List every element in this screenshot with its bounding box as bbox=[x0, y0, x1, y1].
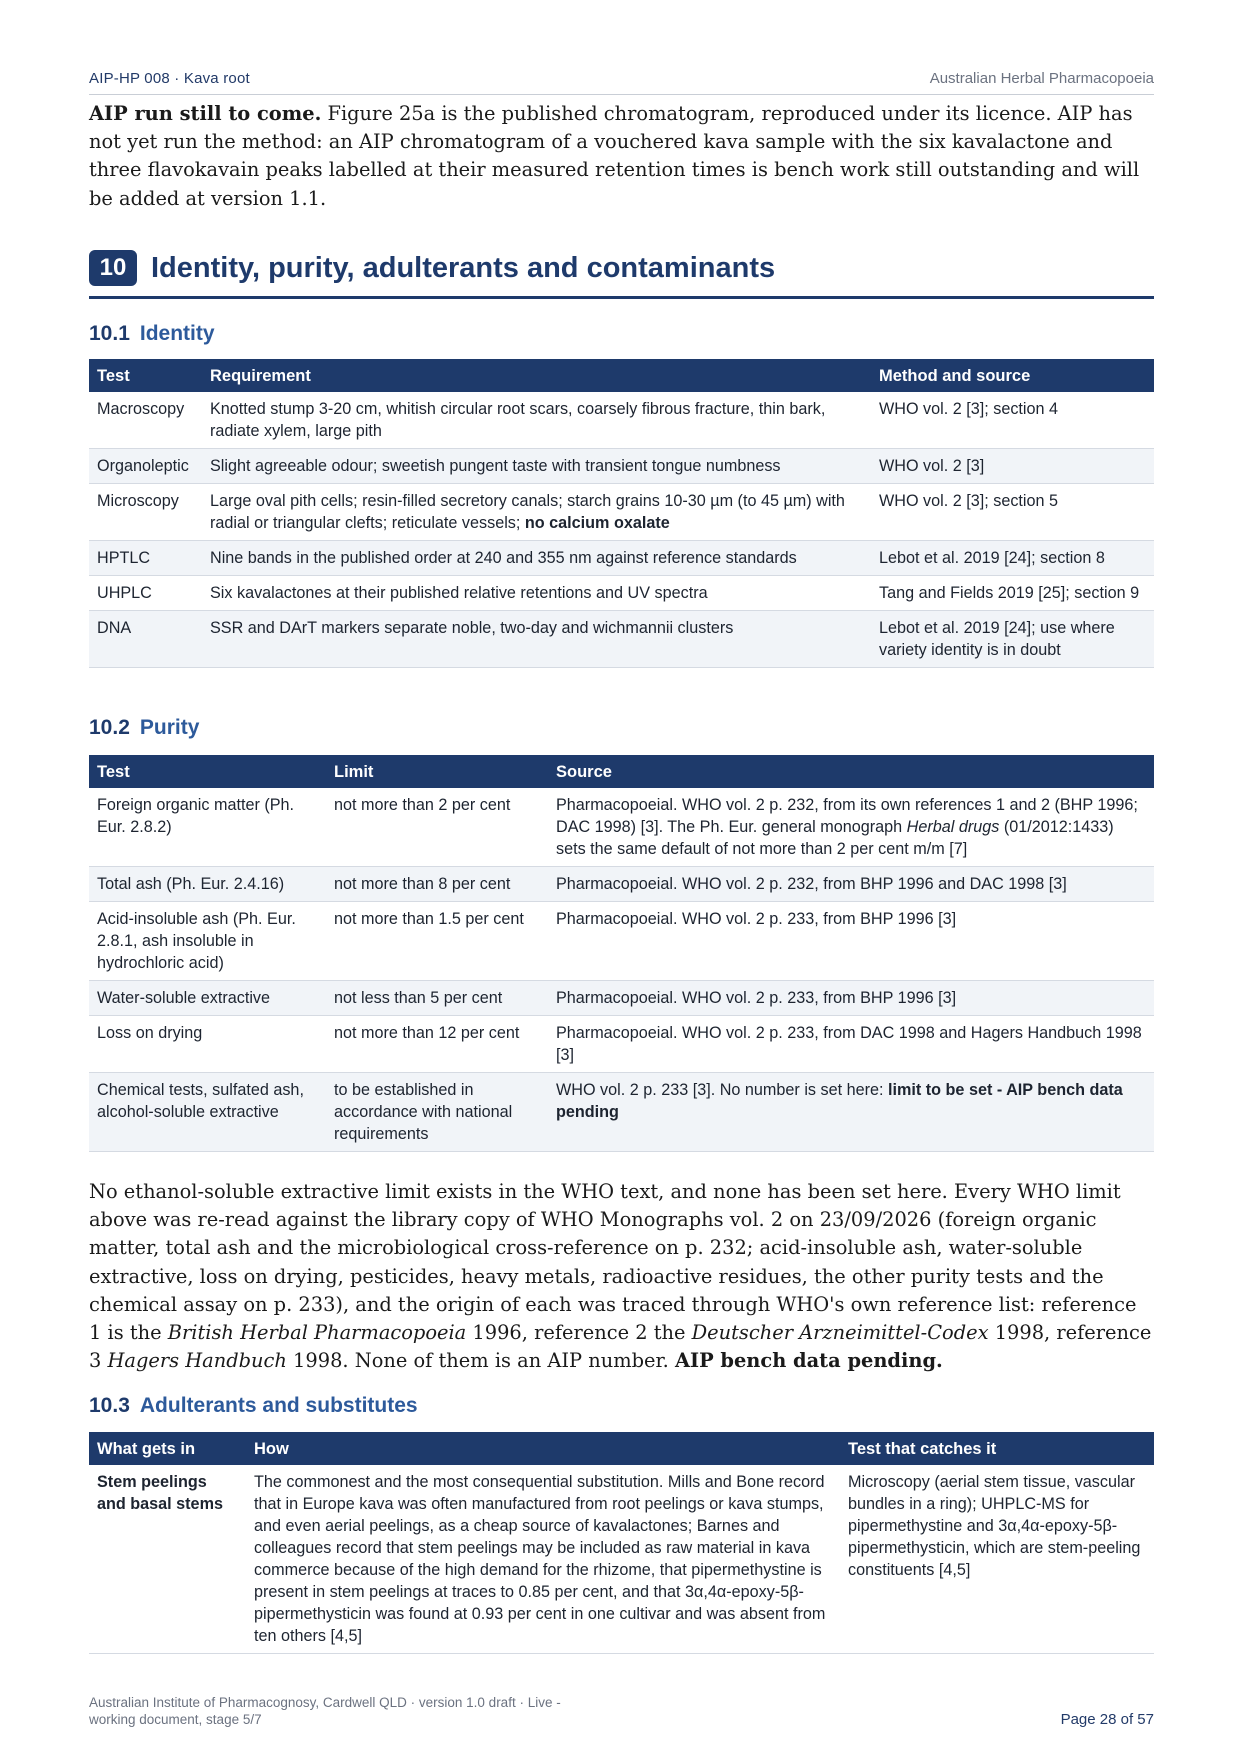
cell-source: Pharmacopoeial. WHO vol. 2 p. 233, from BHP 1996 [3] bbox=[548, 902, 1154, 981]
purity-note-paragraph bbox=[89, 1178, 1154, 1375]
intro-text: Figure 25a is the published chromatogram, reproduced under its licence. AIP has not yet run the method: an AIP chromatogram of a vouchered kava sample with the six kavalactone and three flavokavain peaks labelled at their measured retention times is bench work still outstanding and will be added at version 1.1. bbox=[89, 102, 1140, 210]
section-number-badge: 10 bbox=[89, 250, 137, 286]
cell-what: Stem peelings and basal stems bbox=[89, 1465, 246, 1654]
cell-how: The commonest and the most consequential substitution. Mills and Bone record that in Europe kava was often manufactured from root peelings or kava stumps, and even aerial peelings, as a cheap source of kavalactones; Barnes and colleagues record that stem peelings may be included as raw material in kava commerce because of the high demand for the rhizome, that pipermethystine is present in stem peelings at traces to 0.85 per cent, and that 3α,4α-epoxy-5β-pipermethysticin was found at 0.93 per cent in one cultivar and was absent from ten others [4,5] bbox=[246, 1465, 840, 1654]
cell-source: WHO vol. 2 [3]; section 5 bbox=[871, 484, 1154, 541]
note-emphasis: AIP bench data pending. bbox=[674, 1349, 943, 1373]
column-header: Test that catches it bbox=[840, 1432, 1154, 1465]
table-row bbox=[89, 1016, 1154, 1073]
cell-source bbox=[548, 788, 1154, 867]
table-header-row bbox=[89, 1432, 1154, 1465]
cell-limit: not more than 12 per cent bbox=[326, 1016, 548, 1073]
note-italic-title: British Herbal Pharmacopoeia bbox=[167, 1321, 467, 1345]
adulterants-heading-number: 10.3 bbox=[89, 1394, 130, 1417]
header-document-id: AIP-HP 008 · Kava root bbox=[89, 70, 250, 87]
running-header bbox=[89, 70, 1154, 95]
note-italic-title: Deutscher Arzneimittel-Codex bbox=[691, 1321, 989, 1345]
page-footer bbox=[89, 1694, 1154, 1728]
intro-paragraph bbox=[89, 100, 1154, 213]
source-italic: Herbal drugs bbox=[906, 818, 1000, 836]
cell-test: DNA bbox=[89, 611, 202, 668]
cell-source bbox=[548, 1073, 1154, 1152]
cell-source: Lebot et al. 2019 [24]; section 8 bbox=[871, 541, 1154, 576]
purity-heading-number: 10.2 bbox=[89, 716, 130, 739]
cell-limit: not more than 8 per cent bbox=[326, 867, 548, 902]
adulterants-table bbox=[89, 1432, 1154, 1654]
cell-test: Total ash (Ph. Eur. 2.4.16) bbox=[89, 867, 326, 902]
footer-institution: Australian Institute of Pharmacognosy, Cardwell QLD · version 1.0 draft · Live - working document, stage 5/7 bbox=[89, 1695, 561, 1727]
table-row bbox=[89, 902, 1154, 981]
cell-requirement: Six kavalactones at their published relative retentions and UV spectra bbox=[202, 576, 871, 611]
source-text: Pharmacopoeial. WHO vol. 2 p. 232, from its own references 1 and 2 (BHP 1996; DAC 1998) [3]. The Ph. Eur. general monograph bbox=[556, 796, 1138, 836]
column-header: Test bbox=[89, 755, 326, 788]
cell-test: Microscopy bbox=[89, 484, 202, 541]
page-number: Page 28 of 57 bbox=[1060, 1711, 1154, 1728]
cell-test: HPTLC bbox=[89, 541, 202, 576]
table-header-row bbox=[89, 755, 1154, 788]
cell-test: Acid-insoluble ash (Ph. Eur. 2.8.1, ash insoluble in hydrochloric acid) bbox=[89, 902, 326, 981]
adulterants-heading bbox=[89, 1394, 418, 1418]
cell-source: Pharmacopoeial. WHO vol. 2 p. 233, from DAC 1998 and Hagers Handbuch 1998 [3] bbox=[548, 1016, 1154, 1073]
cell-source: Pharmacopoeial. WHO vol. 2 p. 233, from BHP 1996 [3] bbox=[548, 981, 1154, 1016]
note-text: 1998. None of them is an AIP number. bbox=[286, 1349, 675, 1373]
column-header: What gets in bbox=[89, 1432, 246, 1465]
purity-heading-title: Purity bbox=[139, 716, 200, 739]
note-text: 1996, reference 2 the bbox=[466, 1321, 692, 1345]
cell-test: Chemical tests, sulfated ash, alcohol-soluble extractive bbox=[89, 1073, 326, 1152]
intro-lead: AIP run still to come. bbox=[89, 102, 322, 125]
table-row bbox=[89, 788, 1154, 867]
note-italic-title: Hagers Handbuch bbox=[107, 1349, 287, 1373]
source-emphasis: limit to be set - AIP bench data pending bbox=[556, 1081, 1123, 1121]
cell-limit: not more than 2 per cent bbox=[326, 788, 548, 867]
section-title: Identity, purity, adulterants and contaminants bbox=[151, 251, 776, 284]
cell-source: Pharmacopoeial. WHO vol. 2 p. 232, from BHP 1996 and DAC 1998 [3] bbox=[548, 867, 1154, 902]
cell-source: WHO vol. 2 [3] bbox=[871, 449, 1154, 484]
column-header: Method and source bbox=[871, 359, 1154, 392]
table-row bbox=[89, 981, 1154, 1016]
cell-limit: not more than 1.5 per cent bbox=[326, 902, 548, 981]
table-row bbox=[89, 1073, 1154, 1152]
table-row bbox=[89, 449, 1154, 484]
cell-test: Water-soluble extractive bbox=[89, 981, 326, 1016]
table-row bbox=[89, 541, 1154, 576]
cell-source: WHO vol. 2 [3]; section 4 bbox=[871, 392, 1154, 449]
header-publication: Australian Herbal Pharmacopoeia bbox=[929, 70, 1154, 87]
table-row bbox=[89, 1465, 1154, 1654]
cell-test: Loss on drying bbox=[89, 1016, 326, 1073]
column-header: How bbox=[246, 1432, 840, 1465]
adulterants-heading-title: Adulterants and substitutes bbox=[139, 1394, 418, 1417]
requirement-emphasis: no calcium oxalate bbox=[524, 514, 670, 532]
table-row bbox=[89, 611, 1154, 668]
cell-limit: not less than 5 per cent bbox=[326, 981, 548, 1016]
identity-table bbox=[89, 359, 1154, 668]
document-page bbox=[89, 0, 1154, 1755]
cell-test: Macroscopy bbox=[89, 392, 202, 449]
identity-heading-title: Identity bbox=[139, 322, 215, 345]
cell-test: Foreign organic matter (Ph. Eur. 2.8.2) bbox=[89, 788, 326, 867]
table-row bbox=[89, 867, 1154, 902]
column-header: Test bbox=[89, 359, 202, 392]
column-header: Limit bbox=[326, 755, 548, 788]
cell-test: Microscopy (aerial stem tissue, vascular bundles in a ring); UHPLC-MS for pipermethystine and 3α,4α-epoxy-5β-pipermethysticin, which are stem-peeling constituents [4,5] bbox=[840, 1465, 1154, 1654]
table-header-row bbox=[89, 359, 1154, 392]
purity-table bbox=[89, 755, 1154, 1152]
cell-requirement: Nine bands in the published order at 240 and 355 nm against reference standards bbox=[202, 541, 871, 576]
cell-test: UHPLC bbox=[89, 576, 202, 611]
table-row bbox=[89, 576, 1154, 611]
cell-requirement: SSR and DArT markers separate noble, two-day and wichmannii clusters bbox=[202, 611, 871, 668]
column-header: Source bbox=[548, 755, 1154, 788]
column-header: Requirement bbox=[202, 359, 871, 392]
cell-test: Organoleptic bbox=[89, 449, 202, 484]
requirement-text: Large oval pith cells; resin-filled secretory canals; starch grains 10-30 µm (to 45 µm) with radial or triangular clefts; reticulate vessels; bbox=[210, 492, 845, 532]
section-heading bbox=[89, 248, 1154, 299]
source-text: (01/2012:1433) sets the same default of not more than 2 per cent m/m [7] bbox=[556, 818, 1114, 858]
identity-heading-number: 10.1 bbox=[89, 322, 130, 345]
identity-heading bbox=[89, 322, 215, 346]
cell-source: Lebot et al. 2019 [24]; use where variety identity is in doubt bbox=[871, 611, 1154, 668]
cell-source: Tang and Fields 2019 [25]; section 9 bbox=[871, 576, 1154, 611]
note-text: 1998, reference 3 bbox=[89, 1321, 1152, 1373]
table-row bbox=[89, 392, 1154, 449]
cell-requirement bbox=[202, 484, 871, 541]
cell-limit: to be established in accordance with national requirements bbox=[326, 1073, 548, 1152]
source-text: WHO vol. 2 p. 233 [3]. No number is set here: bbox=[556, 1081, 888, 1099]
cell-requirement: Slight agreeable odour; sweetish pungent taste with transient tongue numbness bbox=[202, 449, 871, 484]
purity-heading bbox=[89, 716, 199, 740]
note-text: No ethanol-soluble extractive limit exists in the WHO text, and none has been set here. Every WHO limit above was re-read against the library copy of WHO Monographs vol. 2 on 23/09/2026 (foreign organic matter, total ash and the microbiological cross-reference on p. 232; acid-insoluble ash, water-soluble extractive, loss on drying, pesticides, heavy metals, radioactive residues, the other purity tests and the chemical assay on p. 233), and the origin of each was traced through WHO's own reference list: reference 1 is the bbox=[89, 1180, 1137, 1345]
cell-requirement: Knotted stump 3-20 cm, whitish circular root scars, coarsely fibrous fracture, thin bark, radiate xylem, large pith bbox=[202, 392, 871, 449]
table-row bbox=[89, 484, 1154, 541]
